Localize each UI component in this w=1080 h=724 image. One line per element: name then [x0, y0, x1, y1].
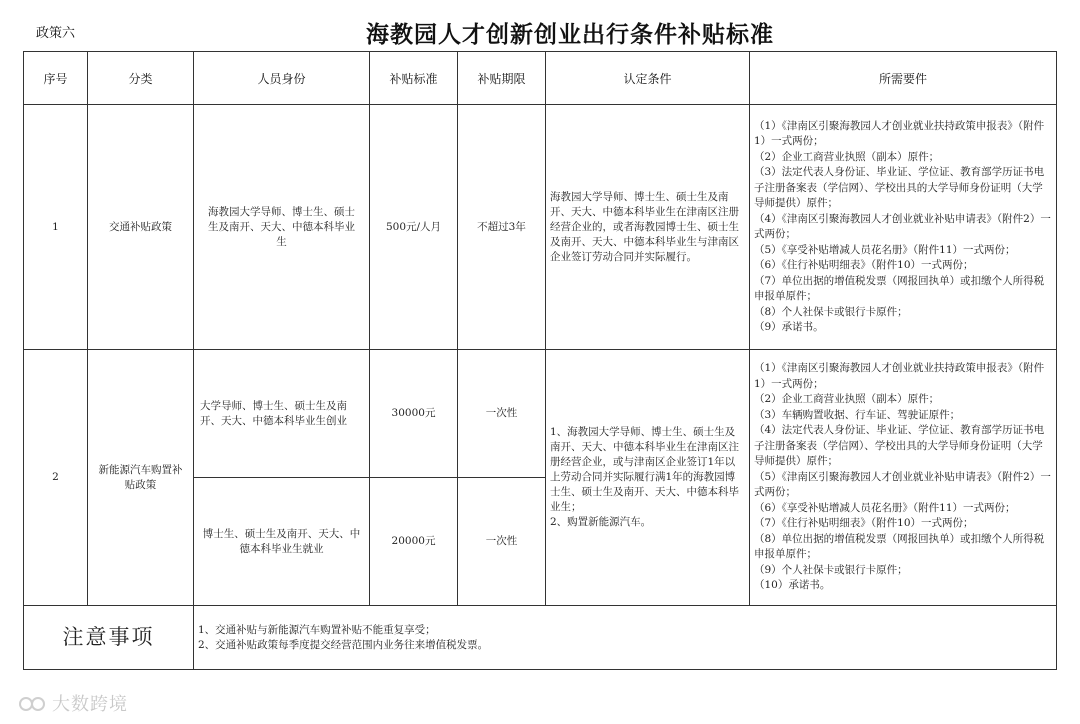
table-row-2a [24, 350, 1057, 478]
row2a-standard: 30000元 [370, 350, 458, 478]
requirement-item: （2）企业工商营业执照（副本）原件； [754, 150, 940, 163]
row2b-standard: 20000元 [370, 478, 458, 606]
header-row [24, 52, 1057, 105]
requirement-item: （1）《津南区引聚海教园人才创业就业扶持政策申报表》（附件1）一式两份； [754, 119, 1045, 147]
row2b-identity: 博士生、硕士生及南开、天大、中德本科毕业生就业 [194, 478, 370, 606]
requirement-item: （8）个人社保卡或银行卡原件； [754, 305, 908, 318]
row2a-identity: 大学导师、博士生、硕士生及南开、天大、中德本科毕业生创业 [194, 350, 370, 478]
subsidy-table [23, 51, 1057, 670]
condition-item: 2、购置新能源汽车。 [550, 516, 652, 528]
note-item: 1、交通补贴与新能源汽车购置补贴不能重复享受； [198, 623, 436, 636]
requirement-item: （3）车辆购置收据、行车证、驾驶证原件； [754, 408, 961, 421]
header-identity: 人员身份 [194, 52, 370, 105]
table-row-1 [24, 105, 1057, 350]
requirement-item: （4）法定代表人身份证、毕业证、学位证、教育部学历证书电子注册备案表（学信网）、学校出具的大学导师身份证明（大学导师提供）原件； [754, 424, 1045, 468]
row1-standard: 500元/人月 [370, 105, 458, 350]
row1-requirements [750, 105, 1057, 350]
row1-identity: 海教园大学导师、博士生、硕士生及南开、天大、中德本科毕业生 [194, 105, 370, 350]
row2-requirements [750, 350, 1057, 606]
header-category: 分类 [88, 52, 194, 105]
row1-no: 1 [24, 105, 88, 350]
requirement-item: （6）《住行补贴明细表》（附件10）一式两份； [754, 259, 974, 271]
requirement-item: （7）单位出据的增值税发票（网报回执单）或扣缴个人所得税申报单原件； [754, 274, 1045, 302]
row2-condition [546, 350, 750, 606]
requirement-item: （4）《津南区引聚海教园人才创业就业补贴申请表》（附件2）一式两份； [754, 212, 1051, 240]
row2-no: 2 [24, 350, 88, 606]
requirement-item: （10）承诺书。 [754, 579, 831, 592]
condition-item: 1、海教园大学导师、博士生、硕士生及南开、天大、中德本科毕业生在津南区注册经营企业，或与津南区企业签订1年以上劳动合同并实际履行满1年的海教园博士生、硕士生及南开、天大、中德本科毕业生； [550, 426, 739, 513]
notes-content [194, 606, 1057, 670]
note-item: 2、交通补贴政策每季度提交经营范围内业务往来增值税发票。 [198, 638, 489, 651]
requirement-item: （9）个人社保卡或银行卡原件； [754, 563, 908, 576]
row2a-period: 一次性 [458, 350, 546, 478]
header-standard: 补贴标准 [370, 52, 458, 105]
header-requirements: 所需要件 [750, 52, 1057, 105]
requirement-item: （5）《津南区引聚海教园人才创业就业补贴申请表》（附件2）一式两份； [754, 470, 1051, 499]
requirement-item: （7）《住行补贴明细表》（附件10）一式两份； [754, 517, 974, 530]
row2-category: 新能源汽车购置补贴政策 [88, 350, 194, 606]
page-title: 海教园人才创新创业出行条件补贴标准 [366, 22, 774, 48]
header-period: 补贴期限 [458, 52, 546, 105]
requirement-item: （1）《津南区引聚海教园人才创业就业扶持政策申报表》（附件1）一式两份； [754, 362, 1045, 390]
requirement-item: （6）《享受补贴增减人员花名册》（附件11）一式两份； [754, 501, 1016, 514]
requirement-item: （3）法定代表人身份证、毕业证、学位证、教育部学历证书电子注册备案表（学信网）、学校出具的大学导师身份证明（大学导师提供）原件； [754, 166, 1045, 209]
row1-period: 不超过3年 [458, 105, 546, 350]
policy-label: 政策六 [36, 26, 76, 41]
row1-category: 交通补贴政策 [88, 105, 194, 350]
notes-label: 注意事项 [24, 606, 194, 670]
watermark-logo-icon [18, 695, 48, 713]
requirement-item: （5）《享受补贴增减人员花名册》（附件11）一式两份； [754, 243, 1016, 256]
requirement-item: （9）承诺书。 [754, 321, 824, 333]
requirement-item: （8）单位出据的增值税发票（网报回执单）或扣缴个人所得税申报单原件； [754, 532, 1045, 561]
header-condition: 认定条件 [546, 52, 750, 105]
watermark [18, 690, 128, 716]
watermark-text: 大数跨境 [52, 694, 128, 715]
header-no: 序号 [24, 52, 88, 105]
row1-condition: 海教园大学导师、博士生、硕士生及南开、天大、中德本科毕业生在津南区注册经营企业的，或者海教园博士生、硕士生及南开、天大、中德本科毕业生与津南区企业签订劳动合同并实际履行。 [546, 105, 750, 350]
requirement-item: （2）企业工商营业执照（副本）原件； [754, 393, 940, 406]
notes-row [24, 606, 1057, 670]
row2b-period: 一次性 [458, 478, 546, 606]
